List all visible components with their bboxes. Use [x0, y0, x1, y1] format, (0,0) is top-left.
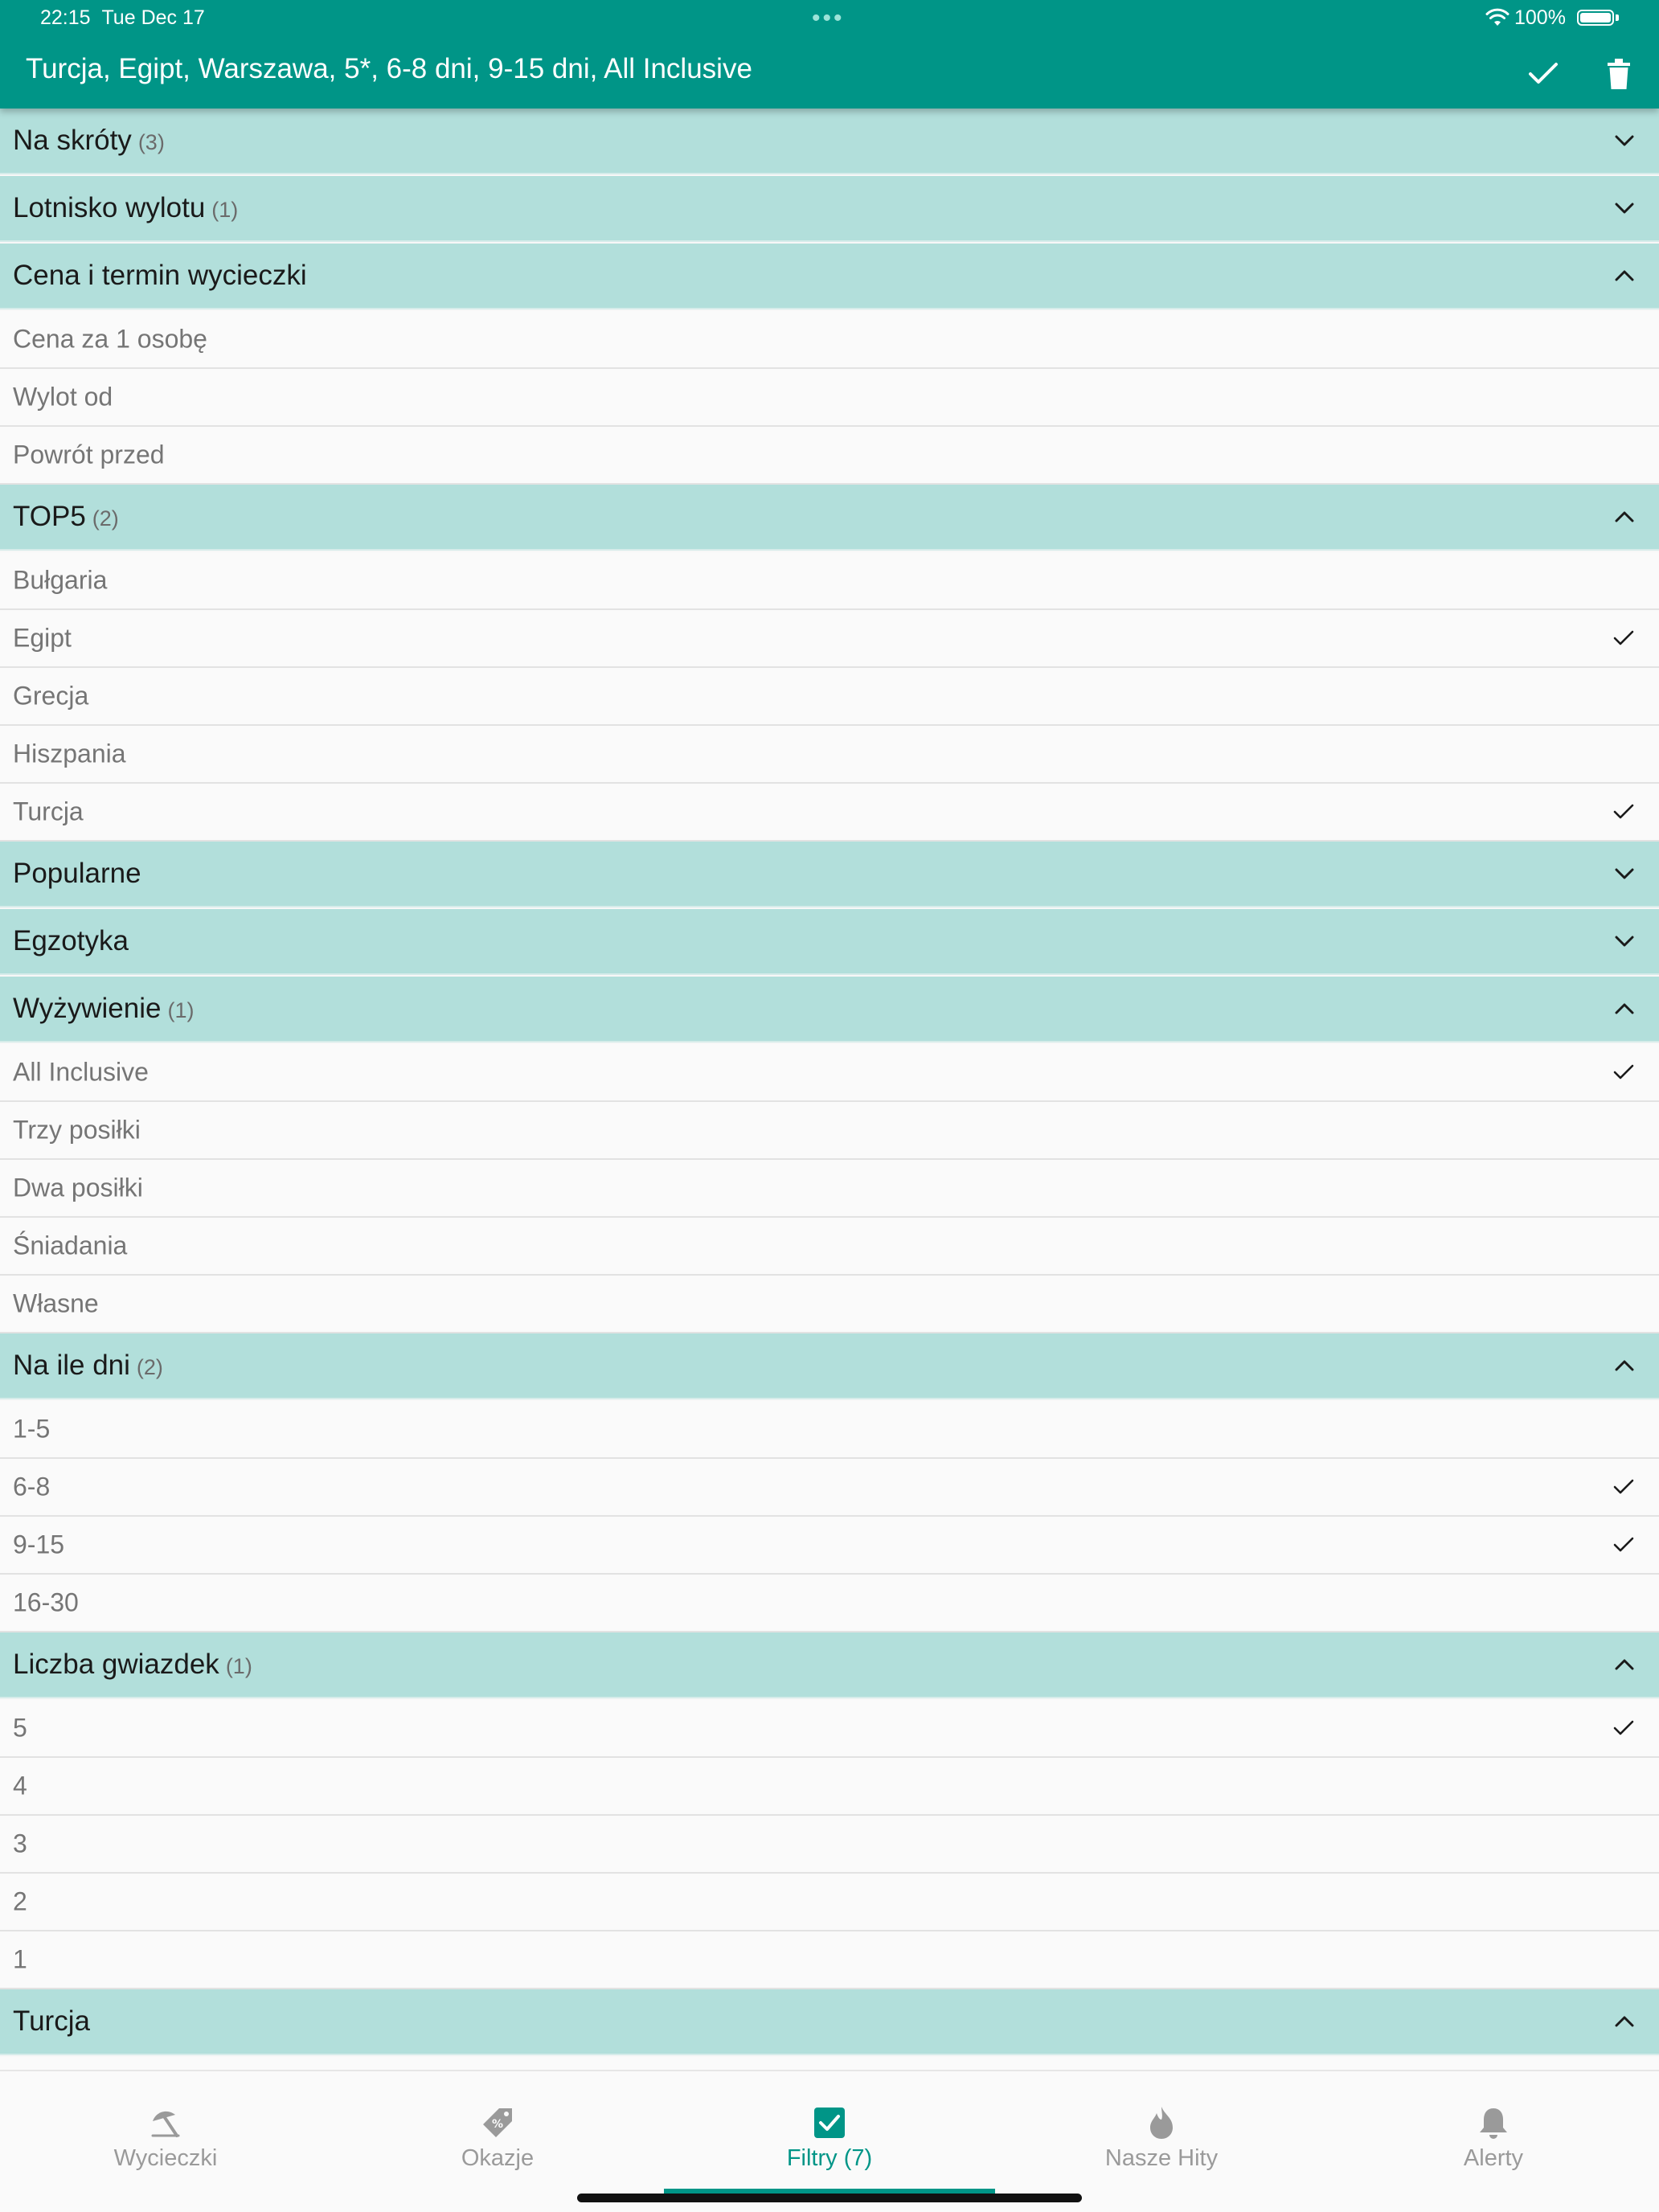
section-header[interactable] [0, 176, 1659, 242]
flame-icon [1144, 2105, 1179, 2140]
section-title-text: Na skróty [13, 125, 132, 156]
section-title-text: Liczba gwiazdek [13, 1649, 219, 1680]
filter-option-label: Dwa posiłki [13, 1173, 143, 1202]
section-title [13, 925, 129, 957]
section-count: (3) [137, 130, 165, 154]
section-header[interactable] [0, 485, 1659, 551]
filter-option-label: 5 [13, 1713, 27, 1743]
section-title-text: Cena i termin wycieczki [13, 260, 307, 291]
section-title [13, 260, 307, 292]
section-title-text: Turcja [13, 2005, 90, 2037]
tab-label: Alerty [1463, 2145, 1524, 2171]
filter-option[interactable] [0, 784, 1659, 842]
section-header[interactable] [0, 1632, 1659, 1698]
filter-option[interactable] [0, 1700, 1659, 1758]
section-title-text: Popularne [13, 858, 141, 889]
filter-option[interactable] [0, 610, 1659, 668]
filter-option-label: 4 [13, 1771, 27, 1800]
filter-option[interactable] [0, 1160, 1659, 1218]
status-date: Tue Dec 17 [101, 6, 205, 29]
checkmark-icon [1612, 1536, 1635, 1554]
section-title-text: Lotnisko wylotu [13, 192, 206, 223]
section-header[interactable] [0, 1989, 1659, 2055]
filter-option-label: 3 [13, 1829, 27, 1858]
section-count: (1) [211, 198, 239, 222]
chevron-up-icon [1614, 269, 1635, 282]
filter-option-label: Własne [13, 1288, 99, 1318]
section-title-text: Na ile dni [13, 1350, 130, 1381]
section-title [13, 993, 194, 1025]
filter-option[interactable] [0, 1102, 1659, 1160]
filter-option-label: 9-15 [13, 1530, 65, 1559]
battery-icon [1577, 10, 1614, 26]
section-title [13, 501, 119, 533]
app-bar [0, 0, 1659, 109]
battery-tip [1616, 14, 1619, 21]
tab-label: Wycieczki [113, 2145, 218, 2171]
filter-option[interactable] [0, 1459, 1659, 1517]
filter-option-label: Egipt [13, 623, 72, 653]
bottom-tab-bar [0, 2070, 1659, 2212]
section-count: (2) [92, 506, 119, 530]
tab-alerty[interactable] [1328, 2071, 1659, 2212]
filter-option[interactable] [0, 1816, 1659, 1874]
section-header[interactable] [0, 977, 1659, 1043]
filter-option-label: Trzy posiłki [13, 1115, 141, 1145]
filter-option-label: Powrót przed [13, 440, 165, 469]
home-indicator[interactable] [577, 2194, 1082, 2202]
filter-option-label: Turcja [13, 797, 84, 826]
wifi-icon [1485, 8, 1509, 27]
filter-option[interactable] [0, 1931, 1659, 1989]
filter-option[interactable] [0, 1517, 1659, 1575]
checkbox-icon [812, 2105, 847, 2140]
section-title [13, 1649, 252, 1681]
section-title-text: TOP5 [13, 501, 86, 532]
filter-option-label: Hiszpania [13, 739, 126, 768]
section-title-text: Egzotyka [13, 925, 129, 956]
section-header[interactable] [0, 909, 1659, 975]
chevron-down-icon [1614, 867, 1635, 880]
section-count: (1) [167, 998, 195, 1022]
filter-option-label: Grecja [13, 681, 89, 711]
filter-option-label: Bułgaria [13, 565, 108, 595]
section-header[interactable] [0, 842, 1659, 907]
filter-option-label: 16-30 [13, 1587, 79, 1617]
filter-option[interactable] [0, 668, 1659, 726]
filter-option-label: All Inclusive [13, 1057, 149, 1087]
chevron-up-icon [1614, 1658, 1635, 1671]
section-count: (2) [136, 1355, 163, 1379]
filter-option-label: Wylot od [13, 382, 113, 412]
section-count: (1) [225, 1654, 252, 1678]
filter-option[interactable] [0, 1874, 1659, 1931]
tab-label: Filtry (7) [786, 2145, 873, 2171]
chevron-up-icon [1614, 1359, 1635, 1372]
filter-option[interactable] [0, 1218, 1659, 1276]
checkmark-icon [1612, 629, 1635, 647]
section-title [13, 125, 165, 157]
chevron-up-icon [1614, 510, 1635, 523]
chevron-down-icon [1614, 202, 1635, 215]
filter-option-label: 1-5 [13, 1414, 51, 1444]
apply-filters-button[interactable] [1521, 51, 1566, 96]
checkmark-icon [1612, 1719, 1635, 1737]
filter-option[interactable] [0, 552, 1659, 610]
filter-option[interactable] [0, 1276, 1659, 1333]
filter-option[interactable] [0, 1758, 1659, 1816]
chevron-down-icon [1614, 134, 1635, 147]
checkmark-icon [1612, 803, 1635, 821]
filter-option[interactable] [0, 726, 1659, 784]
checkmark-icon [1612, 1063, 1635, 1081]
section-header[interactable] [0, 109, 1659, 174]
filter-option-label: Cena za 1 osobę [13, 324, 207, 354]
filter-list[interactable] [0, 109, 1659, 2070]
section-title [13, 1350, 163, 1382]
section-header[interactable] [0, 244, 1659, 309]
beach-umbrella-icon [148, 2105, 183, 2140]
tab-okazje[interactable] [332, 2071, 663, 2212]
filter-option[interactable] [0, 311, 1659, 369]
filter-summary-title: Turcja, Egipt, Warszawa, 5*, 6-8 dni, 9-15 dni, All Inclusive [26, 53, 752, 84]
section-title [13, 2005, 90, 2038]
filter-option[interactable] [0, 1044, 1659, 1102]
trash-icon [1608, 59, 1630, 89]
tab-label: Nasze Hity [1104, 2145, 1219, 2171]
chevron-down-icon [1614, 935, 1635, 948]
tab-nasze-hity[interactable] [996, 2071, 1327, 2212]
chevron-up-icon [1614, 1002, 1635, 1015]
tab-wycieczki[interactable] [0, 2071, 331, 2212]
chevron-up-icon [1614, 2015, 1635, 2028]
filter-option-label: 6-8 [13, 1472, 51, 1501]
section-title [13, 858, 141, 890]
section-title [13, 192, 238, 224]
filter-option[interactable] [0, 427, 1659, 485]
svg-text:%: % [491, 2118, 504, 2131]
checkmark-icon [1528, 62, 1559, 86]
filter-option-label: 2 [13, 1886, 27, 1916]
checkmark-icon [1612, 1478, 1635, 1496]
filter-option[interactable] [0, 1575, 1659, 1632]
tab-label: Okazje [461, 2145, 535, 2171]
filter-option-label: Śniadania [13, 1231, 128, 1260]
section-header[interactable] [0, 1333, 1659, 1399]
bell-icon [1476, 2105, 1511, 2140]
section-title-text: Wyżywienie [13, 993, 162, 1024]
filter-option[interactable] [0, 1401, 1659, 1459]
filter-option[interactable] [0, 369, 1659, 427]
discount-tag-icon [480, 2105, 515, 2140]
filter-option-label: 1 [13, 1944, 27, 1974]
multitasking-dots-icon[interactable]: ••• [812, 5, 845, 31]
battery-percent: 100% [1514, 6, 1566, 29]
clear-filters-button[interactable] [1596, 51, 1641, 96]
status-time: 22:15 Tue Dec 17 [40, 6, 205, 29]
